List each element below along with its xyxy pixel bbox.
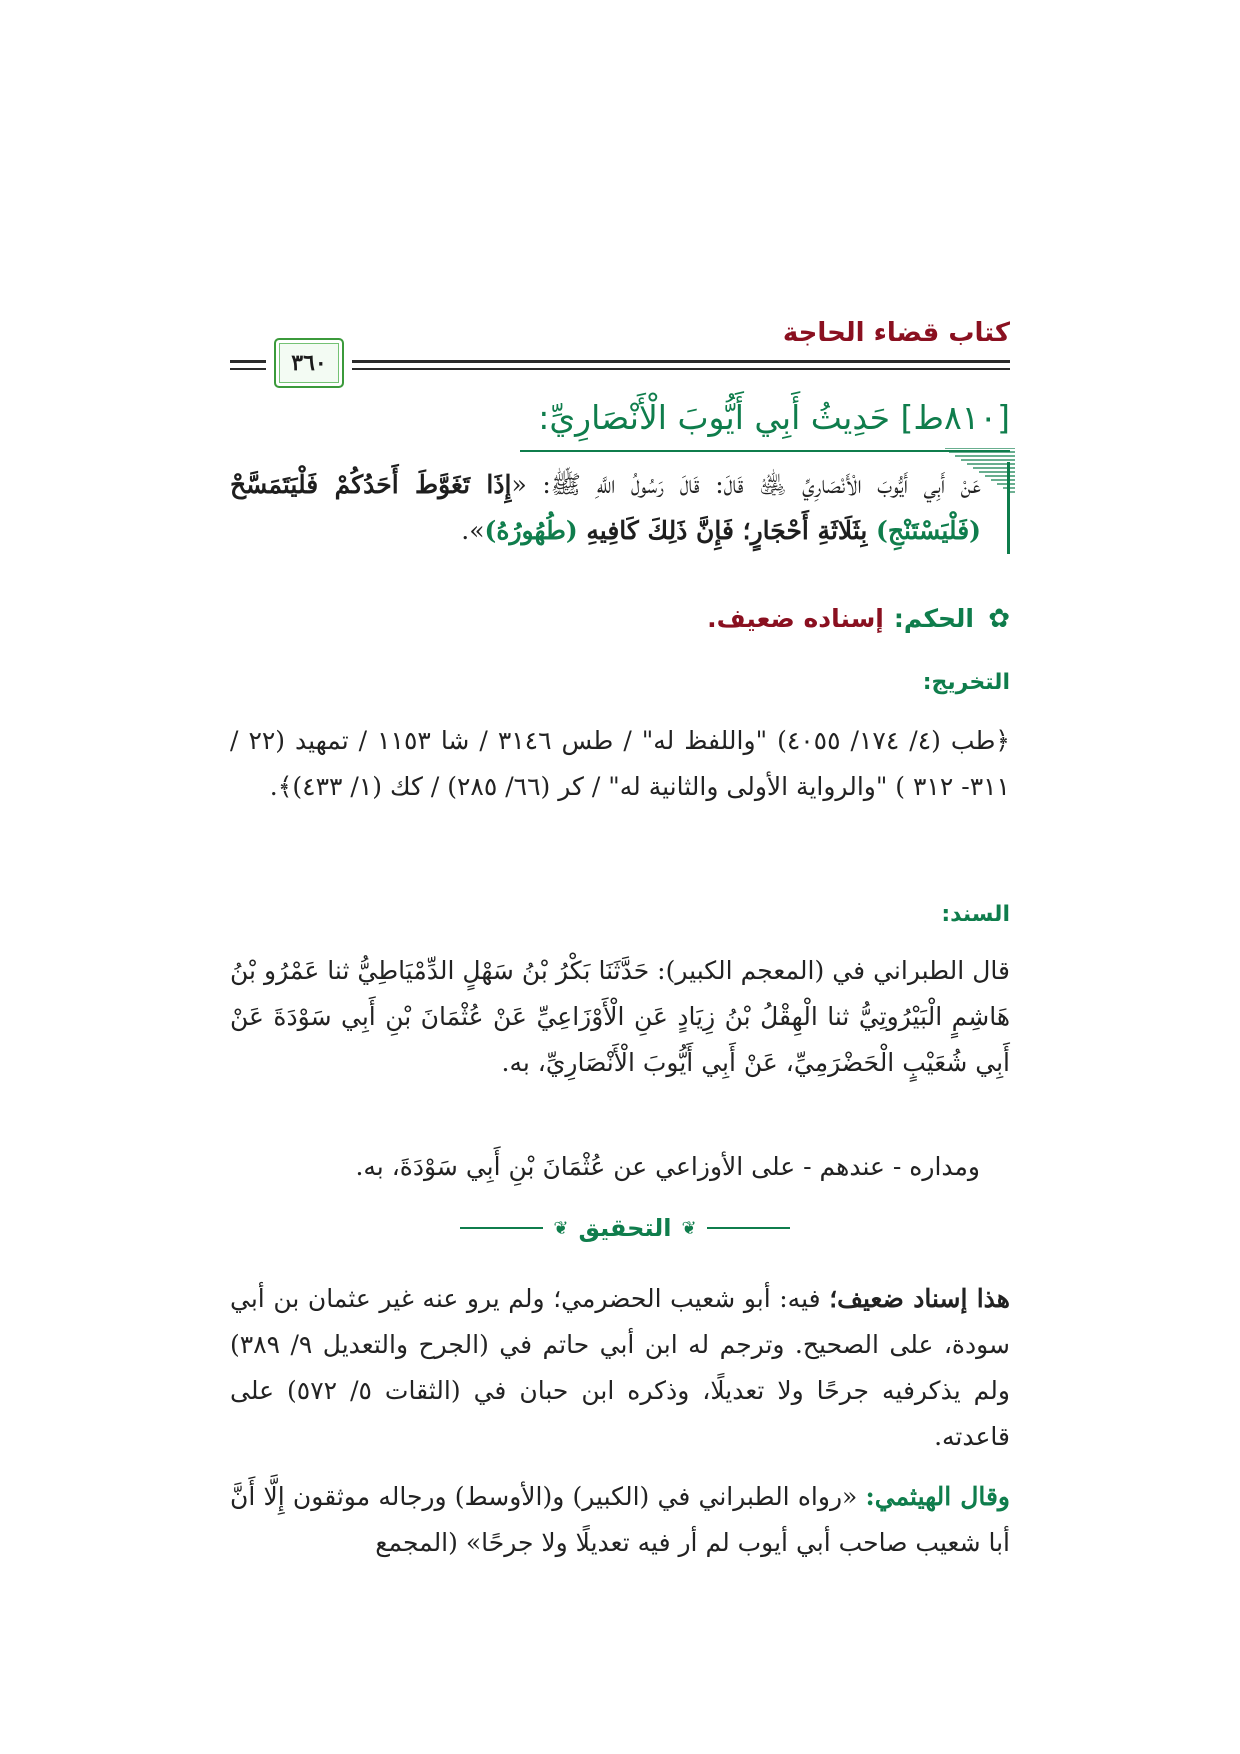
divider-line bbox=[460, 1227, 543, 1229]
header-rule bbox=[230, 352, 1010, 392]
sanad-text: قال الطبراني في (المعجم الكبير): حَدَّثَنَا بَكْرُ بْنُ سَهْلٍ الدِّمْيَاطِيُّ ثنا عَمْرُو بْنُ هَاشِمٍ الْبَيْرُوتِيُّ ثنا الْهِقْلُ بْنُ زِيَادٍ عَنِ الْأَوْزَاعِيِّ عَنْ عُثْمَانَ بْنِ أَبِي سَوْدَةَ عَنْ أَبِي شُعَيْبٍ الْحَضْرَمِيِّ، عَنْ أَبِي أَيُّوبَ الْأَنْصَارِيِّ، به. bbox=[230, 956, 1010, 1077]
rosette-icon: ✿ bbox=[988, 603, 1010, 634]
hadith-end: ». bbox=[461, 516, 485, 545]
rule-line bbox=[352, 368, 1010, 370]
tahqiq-heading: التحقيق bbox=[578, 1214, 672, 1242]
sanad-madar: ومداره - عندهم - على الأوزاعي عن عُثْمَانَ بْنِ أَبِي سَوْدَةَ، به. bbox=[355, 1152, 980, 1181]
haythami-paragraph bbox=[230, 1474, 1010, 1566]
hadith-title: [٨١٠ط] حَدِيثُ أَبِي أَيُّوبَ الْأَنْصَارِيِّ: bbox=[538, 398, 1010, 437]
takhrij-text: ﴿طب (٤/ ١٧٤/ ٤٠٥٥) "واللفظ له" / طس ٣١٤٦ / شا ١١٥٣ / تمهيد (٢٢ / ٣١١- ٣١٢ ) "والرواية الأولى والثانية له" / كر (٦٦/ ٢٨٥) / كك (١/ ٤٣٣)﴾. bbox=[230, 726, 1011, 801]
ornament-icon: ❦ bbox=[681, 1217, 697, 1239]
tahqiq-divider bbox=[460, 1208, 790, 1248]
book-title: كتاب قضاء الحاجة bbox=[782, 318, 1010, 348]
page bbox=[230, 0, 1010, 1754]
haythami-text: «رواه الطبراني في (الكبير) و(الأوسط) ورجاله موثقون إِلَّا أَنَّ أبا شعيب صاحب أبي أيوب لم أر فيه تعديلًا ولا جرحًا» (المجمع bbox=[230, 1482, 1010, 1557]
rule-line bbox=[230, 368, 266, 370]
hadith-matn: إِذَا تَغَوَّطَ أَحَدُكُمْ فَلْيَتَمَسَّحْ bbox=[230, 470, 512, 499]
hadith-variant: (فَلْيَسْتَنْجِ) bbox=[876, 516, 981, 545]
tahqiq-verdict: هذا إسناد ضعيف؛ bbox=[829, 1284, 1010, 1313]
page-number-badge: ٣٦٠ bbox=[274, 338, 344, 388]
ruling bbox=[707, 604, 1010, 633]
rule-line bbox=[230, 360, 266, 363]
divider-line bbox=[707, 1227, 790, 1229]
tahqiq-paragraph bbox=[230, 1276, 1010, 1460]
sanad-heading: السند: bbox=[941, 902, 1010, 927]
ornament-icon: ❦ bbox=[553, 1217, 569, 1239]
hadith-text-box bbox=[230, 462, 1010, 554]
hadith-matn: بِثَلَاثَةِ أَحْجَارٍ؛ فَإِنَّ ذَلِكَ كَافِيهِ bbox=[577, 516, 877, 545]
corner-ornament-icon bbox=[945, 448, 1015, 518]
hadith-intro: عَنْ أَبِي أَيُّوبَ الْأَنْصَارِيِّ ﵁ قَالَ: قَالَ رَسُولُ اللَّهِ ﷺ: « bbox=[511, 470, 981, 499]
rule-line bbox=[352, 360, 1010, 363]
takhrij-heading: التخريج: bbox=[922, 670, 1010, 695]
ruling-value: إسناده ضعيف. bbox=[707, 604, 884, 633]
ruling-label: الحكم: bbox=[893, 604, 974, 633]
hadith-variant: (طُهُورُهُ) bbox=[484, 516, 578, 545]
title-divider bbox=[520, 450, 1010, 452]
haythami-label: وقال الهيثمي: bbox=[865, 1482, 1010, 1511]
tahqiq-text: فيه: أبو شعيب الحضرمي؛ ولم يرو عنه غير عثمان بن أبي سودة، على الصحيح. وترجم له ابن أبي حاتم في (الجرح والتعديل ٩/ ٣٨٩) ولم يذكرفيه جرحًا ولا تعديلًا، وذكره ابن حبان في (الثقات ٥/ ٥٧٢) على قاعدته. bbox=[230, 1284, 1010, 1451]
